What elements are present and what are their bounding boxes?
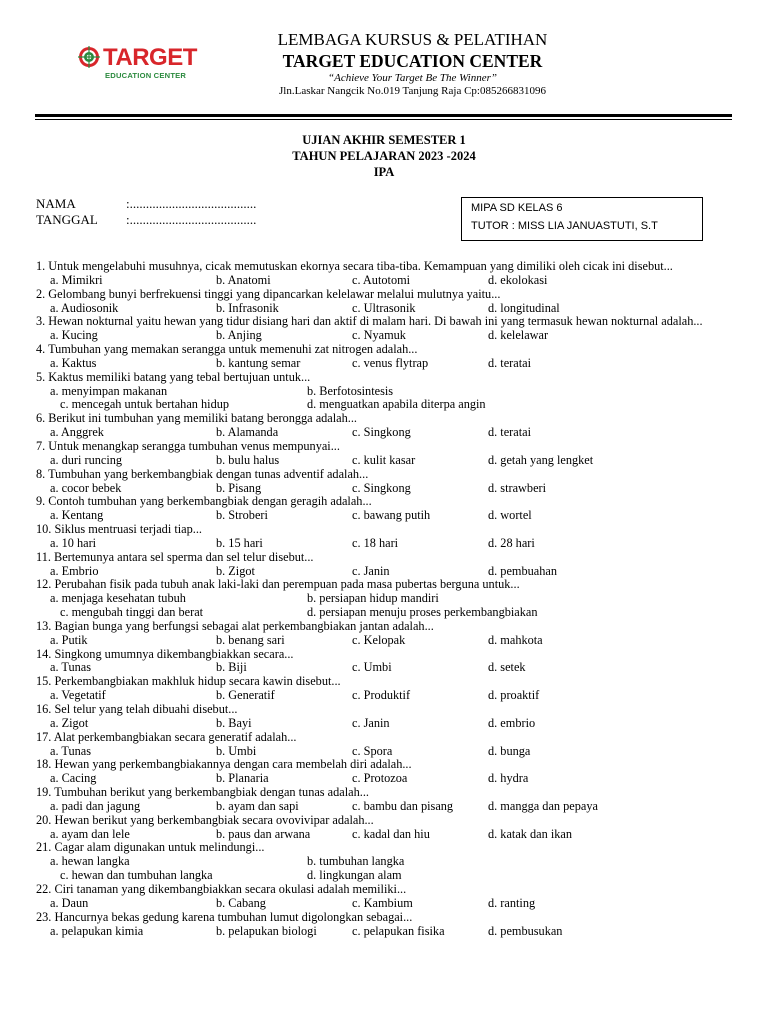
answer-option[interactable]: a. Audiosonik xyxy=(50,300,119,315)
answer-option[interactable]: b. Bayi xyxy=(216,715,252,730)
answer-option[interactable]: d. mahkota xyxy=(488,632,543,647)
answer-option[interactable]: a. Tunas xyxy=(50,660,92,675)
question-text: 9. Contoh tumbuhan yang berkembangbiak dengan geragih adalah... xyxy=(36,494,372,509)
exam-subject: IPA xyxy=(373,165,395,179)
answer-option[interactable]: a. Putik xyxy=(50,632,88,647)
answer-option[interactable]: a. ayam dan lele xyxy=(50,826,130,841)
answer-option[interactable]: c. Umbi xyxy=(352,660,392,675)
name-label: NAMA xyxy=(36,196,76,211)
date-blank: :....................................... xyxy=(126,212,257,227)
answer-option[interactable]: a. cocor bebek xyxy=(50,480,122,495)
answer-option[interactable]: a. Tunas xyxy=(50,743,92,758)
answer-option[interactable]: d. wortel xyxy=(488,508,532,523)
question-text: 7. Untuk menangkap serangga tumbuhan venus mempunyai... xyxy=(36,438,340,453)
answer-option[interactable]: c. Janin xyxy=(352,563,390,578)
answer-option[interactable]: b. Zigot xyxy=(216,563,255,578)
answer-option[interactable]: a. Mimikri xyxy=(50,272,103,287)
option-row xyxy=(36,565,726,579)
option-row xyxy=(36,717,726,731)
answer-option[interactable]: c. bambu dan pisang xyxy=(352,798,454,813)
logo-wordmark: TARGET xyxy=(103,44,197,71)
question-text: 16. Sel telur yang telah dibuahi disebut... xyxy=(36,702,238,716)
option-row xyxy=(36,689,726,703)
answer-option[interactable]: b. benang sari xyxy=(216,632,285,647)
answer-option[interactable]: b. paus dan arwana xyxy=(216,826,311,841)
answer-option[interactable]: d. 28 hari xyxy=(488,535,535,550)
name-field xyxy=(36,196,256,212)
question-text: 13. Bagian bunga yang berfungsi sebagai alat perkembangbiakan jantan adalah... xyxy=(36,618,434,633)
answer-option[interactable]: d. embrio xyxy=(488,715,536,730)
question-text: 20. Hewan berikut yang berkembangbiak secara ovovivipar adalah... xyxy=(36,812,374,827)
answer-option[interactable]: c. Autotomi xyxy=(352,272,411,287)
option-row xyxy=(36,302,726,316)
question-text: 2. Gelombang bunyi berfrekuensi tinggi yang dipancarkan kelelawar melalui mulutnya yaitu... xyxy=(36,286,501,301)
question-text: 6. Berikut ini tumbuhan yang memiliki batang berongga adalah... xyxy=(36,411,358,426)
date-field xyxy=(36,212,256,228)
answer-option[interactable]: a. Vegetatif xyxy=(50,688,106,703)
option-row xyxy=(36,274,726,288)
question-text: 21. Cagar alam digunakan untuk melindungi... xyxy=(36,840,265,855)
answer-option[interactable]: a. Cacing xyxy=(50,771,97,786)
option-row xyxy=(36,592,726,606)
answer-option[interactable]: a. Kentang xyxy=(50,508,104,523)
question-text: 11. Bertemunya antara sel sperma dan sel telur disebut... xyxy=(36,549,314,564)
answer-option[interactable]: d. hydra xyxy=(488,771,529,786)
date-label: TANGGAL xyxy=(36,212,98,227)
option-row xyxy=(36,398,726,412)
answer-option[interactable]: c. Ultrasonik xyxy=(352,300,416,315)
answer-option[interactable]: d. bunga xyxy=(488,743,531,758)
answer-option[interactable]: a. Anggrek xyxy=(50,425,104,440)
answer-option[interactable]: b. Infrasonik xyxy=(216,300,279,315)
tutor-info: TUTOR : MISS LIA JANUASTUTI, S.T xyxy=(471,220,658,232)
answer-option[interactable]: d. getah yang lengket xyxy=(488,452,594,467)
option-row xyxy=(36,537,726,551)
answer-option[interactable]: b. Anatomi xyxy=(216,272,271,287)
answer-option[interactable]: a. menyimpan makanan xyxy=(50,383,168,398)
option-row xyxy=(36,897,726,911)
answer-option[interactable]: c. Janin xyxy=(352,715,390,730)
answer-option[interactable]: b. 15 hari xyxy=(216,535,263,550)
option-row xyxy=(36,454,726,468)
question-text: 3. Hewan nokturnal yaitu hewan yang tidur disiang hari dan aktif di malam hari. Di bawah ini yang termasuk hewan nokturnal adalah... xyxy=(36,314,703,329)
option-row xyxy=(36,329,726,343)
answer-option[interactable]: c. Kambium xyxy=(352,895,413,910)
option-row xyxy=(36,482,726,496)
question-text: 1. Untuk mengelabuhi musuhnya, cicak memutuskan ekornya secara tiba-tiba. Kemampuan yang dimiliki oleh cicak ini disebut... xyxy=(36,259,673,273)
target-icon xyxy=(78,46,100,68)
question-text: 17. Alat perkembangbiakan secara generatif adalah... xyxy=(36,729,297,744)
question-text: 4. Tumbuhan yang memakan serangga untuk memenuhi zat nitrogen adalah... xyxy=(36,342,418,357)
option-row xyxy=(36,745,726,759)
answer-option[interactable]: c. pelapukan fisika xyxy=(352,923,445,938)
question-text: 18. Hewan yang perkembangbiakannya dengan cara membelah diri adalah... xyxy=(36,757,412,772)
answer-option[interactable]: d. teratai xyxy=(488,425,532,440)
option-row xyxy=(36,869,726,883)
answer-option[interactable]: c. Singkong xyxy=(352,480,411,495)
address: Jln.Laskar Nangcik No.019 Tanjung Raja Cp:085266831096 xyxy=(279,85,546,97)
option-row xyxy=(36,385,726,399)
answer-option[interactable]: a. Embrio xyxy=(50,563,99,578)
question-text: 8. Tumbuhan yang berkembangbiak dengan tunas adventif adalah... xyxy=(36,466,369,481)
question-text: 5. Kaktus memiliki batang yang tebal bertujuan untuk... xyxy=(36,369,311,384)
answer-option[interactable]: b. ayam dan sapi xyxy=(216,798,299,813)
answer-option[interactable]: d. setek xyxy=(488,660,526,675)
answer-option[interactable]: a. Daun xyxy=(50,895,89,910)
answer-option[interactable]: a. padi dan jagung xyxy=(50,798,141,813)
answer-option[interactable]: d. proaktif xyxy=(488,688,540,703)
answer-option[interactable]: c. Nyamuk xyxy=(352,328,406,343)
question-text: 12. Perubahan fisik pada tubuh anak laki-laki dan perempuan pada masa pubertas berguna untuk... xyxy=(36,577,520,592)
answer-option[interactable]: d. lingkungan alam xyxy=(307,868,402,883)
option-row xyxy=(36,634,726,648)
answer-option[interactable]: d. pembusukan xyxy=(488,923,563,938)
answer-option[interactable]: c. Kelopak xyxy=(352,632,406,647)
answer-option[interactable]: b. Stroberi xyxy=(216,508,268,523)
class-info: MIPA SD KELAS 6 xyxy=(471,202,563,214)
class-info-box xyxy=(461,197,703,241)
option-row xyxy=(36,925,726,939)
question-text: 19. Tumbuhan berikut yang berkembangbiak dengan tunas adalah... xyxy=(36,785,369,800)
answer-option[interactable]: d. longitudinal xyxy=(488,300,560,315)
answer-option[interactable]: b. Anjing xyxy=(216,328,262,343)
answer-option[interactable]: c. bawang putih xyxy=(352,508,431,523)
answer-option[interactable]: b. Cabang xyxy=(216,895,266,910)
answer-option[interactable]: d. persiapan menuju proses perkembangbiakan xyxy=(307,605,538,620)
answer-option[interactable]: c. Produktif xyxy=(352,688,411,703)
answer-option[interactable]: d. katak dan ikan xyxy=(488,826,573,841)
answer-option[interactable]: d. teratai xyxy=(488,355,532,370)
answer-option[interactable]: c. hewan dan tumbuhan langka xyxy=(60,868,213,883)
option-row xyxy=(36,509,726,523)
option-row xyxy=(36,772,726,786)
exam-title: UJIAN AKHIR SEMESTER 1 xyxy=(302,133,466,147)
header-rule-thick xyxy=(35,114,732,117)
answer-option[interactable]: b. bulu halus xyxy=(216,452,280,467)
answer-option[interactable]: c. kadal dan hiu xyxy=(352,826,430,841)
answer-option[interactable]: c. Protozoa xyxy=(352,771,408,786)
option-row xyxy=(36,606,726,620)
answer-option[interactable]: b. persiapan hidup mandiri xyxy=(307,591,439,606)
answer-option[interactable]: a. menjaga kesehatan tubuh xyxy=(50,591,186,606)
answer-option[interactable]: a. 10 hari xyxy=(50,535,97,550)
question-list xyxy=(36,260,726,938)
exam-year: TAHUN PELAJARAN 2023 -2024 xyxy=(292,149,476,163)
answer-option[interactable]: c. venus flytrap xyxy=(352,355,429,370)
answer-option[interactable]: d. strawberi xyxy=(488,480,547,495)
answer-option[interactable]: c. mencegah untuk bertahan hidup xyxy=(60,397,230,412)
option-row xyxy=(36,357,726,371)
answer-option[interactable]: a. duri runcing xyxy=(50,452,123,467)
option-row xyxy=(36,800,726,814)
answer-option[interactable]: b. pelapukan biologi xyxy=(216,923,317,938)
answer-option[interactable]: b. tumbuhan langka xyxy=(307,854,405,869)
answer-option[interactable]: b. Berfotosintesis xyxy=(307,383,394,398)
answer-option[interactable]: b. kantung semar xyxy=(216,355,301,370)
answer-option[interactable]: d. mangga dan pepaya xyxy=(488,798,598,813)
question-text: 15. Perkembangbiakan makhluk hidup secara kawin disebut... xyxy=(36,674,341,689)
answer-option[interactable]: b. Pisang xyxy=(216,480,262,495)
answer-option[interactable]: c. Spora xyxy=(352,743,393,758)
answer-option[interactable]: d. kelelawar xyxy=(488,328,549,343)
answer-option[interactable]: c. Singkong xyxy=(352,425,411,440)
question-text: 22. Ciri tanaman yang dikembangbiakkan secara okulasi adalah memiliki... xyxy=(36,881,407,896)
answer-option[interactable]: a. hewan langka xyxy=(50,854,130,869)
answer-option[interactable]: a. Kaktus xyxy=(50,355,97,370)
option-row xyxy=(36,828,726,842)
answer-option[interactable]: b. Biji xyxy=(216,660,247,675)
answer-option[interactable]: d. menguatkan apabila diterpa angin xyxy=(307,397,486,412)
question-text: 23. Hancurnya bekas gedung karena tumbuhan lumut digolongkan sebagai... xyxy=(36,909,413,924)
option-row xyxy=(36,661,726,675)
answer-option[interactable]: c. 18 hari xyxy=(352,535,399,550)
logo xyxy=(78,44,208,90)
question-text: 10. Siklus mentruasi terjadi tiap... xyxy=(36,522,202,537)
answer-option[interactable]: a. Zigot xyxy=(50,715,89,730)
logo-subtitle: EDUCATION CENTER xyxy=(105,71,187,80)
name-blank: :....................................... xyxy=(126,196,257,211)
answer-option[interactable]: d. ekolokasi xyxy=(488,272,548,287)
answer-option[interactable]: d. ranting xyxy=(488,895,536,910)
answer-option[interactable]: c. mengubah tinggi dan berat xyxy=(60,605,204,620)
motto: “Achieve Your Target Be The Winner” xyxy=(328,72,497,84)
institution-name: TARGET EDUCATION CENTER xyxy=(282,51,543,71)
institution-type: LEMBAGA KURSUS & PELATIHAN xyxy=(277,30,548,49)
answer-option[interactable]: d. pembuahan xyxy=(488,563,557,578)
answer-option[interactable]: b. Alamanda xyxy=(216,425,279,440)
option-row xyxy=(36,426,726,440)
answer-option[interactable]: b. Planaria xyxy=(216,771,269,786)
answer-option[interactable]: b. Generatif xyxy=(216,688,275,703)
answer-option[interactable]: c. kulit kasar xyxy=(352,452,416,467)
answer-option[interactable]: a. Kucing xyxy=(50,328,98,343)
option-row xyxy=(36,855,726,869)
header-rule-thin xyxy=(35,119,732,120)
answer-option[interactable]: a. pelapukan kimia xyxy=(50,923,144,938)
question-text: 14. Singkong umumnya dikembangbiakkan secara... xyxy=(36,646,294,661)
answer-option[interactable]: b. Umbi xyxy=(216,743,257,758)
